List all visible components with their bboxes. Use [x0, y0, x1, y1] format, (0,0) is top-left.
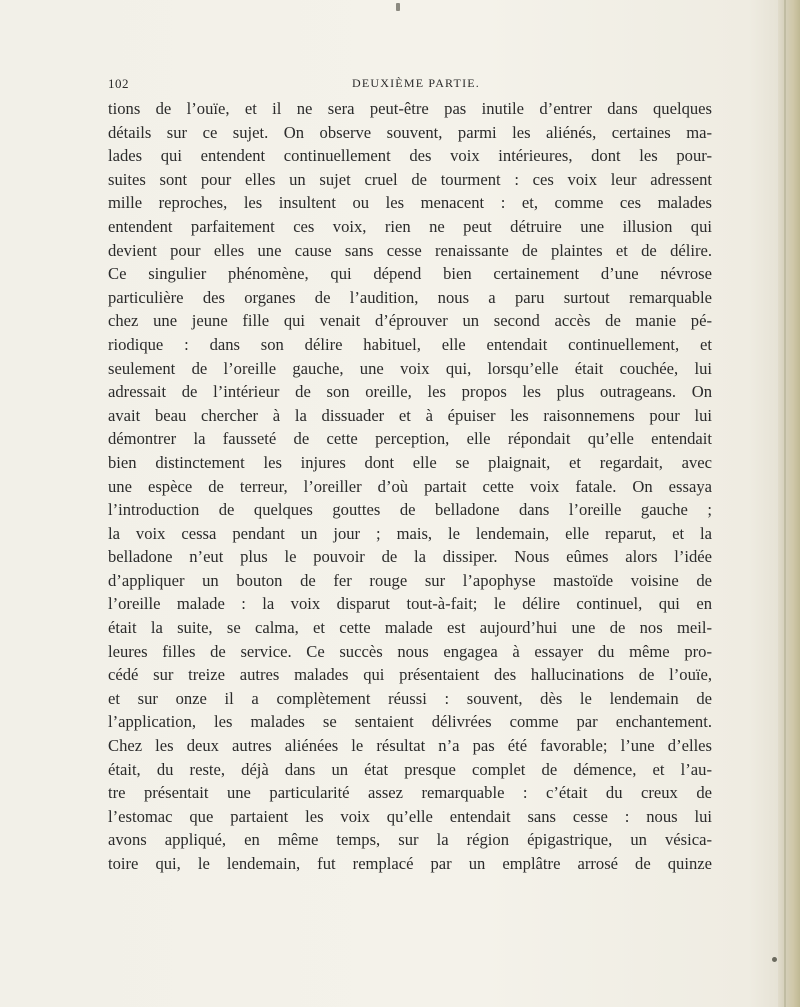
text-line: belladone n’eut plus le pouvoir de la dissiper. Nous eûmes alors l’idée	[108, 547, 712, 567]
page-edge-shadow	[778, 0, 800, 1007]
scan-mark	[396, 3, 400, 11]
text-line: riodique : dans son délire habituel, elle entendait continuellement, et	[108, 334, 712, 354]
text-line: était la suite, se calma, et cette malade est aujourd’hui une de nos meil-	[108, 618, 712, 638]
text-line: particulière des organes de l’audition, nous a paru surtout remarquable	[108, 287, 712, 307]
text-line: était, du reste, déjà dans un état presque complet de démence, et l’au-	[108, 759, 712, 779]
text-line: cédé sur treize autres malades qui présentaient des hallucinations de l’ouïe,	[108, 665, 712, 685]
text-line: Chez les deux autres aliénées le résultat n’a pas été favorable; l’une d’elles	[108, 736, 712, 756]
text-line: entendent parfaitement ces voix, rien ne peut détruire une illusion qui	[108, 216, 712, 236]
page-edge-line	[784, 0, 786, 1007]
text-line: tions de l’ouïe, et il ne sera peut-être pas inutile d’entrer dans quelques	[108, 99, 712, 118]
text-line: l’introduction de quelques gouttes de belladone dans l’oreille gauche ;	[108, 500, 712, 520]
text-line: mille reproches, les insultent ou les menacent : et, comme ces malades	[108, 193, 712, 213]
text-line: chez une jeune fille qui venait d’éprouver un second accès de manie pé-	[108, 311, 712, 331]
text-line: tre présentait une particularité assez remarquable : c’était du creux de	[108, 783, 712, 803]
text-line: suites sont pour elles un sujet cruel de tourment : ces voix leur adressent	[108, 169, 712, 189]
text-line: Ce singulier phénomène, qui dépend bien certainement d’une névrose	[108, 264, 712, 284]
page-header	[108, 76, 712, 98]
text-line: devient pour elles une cause sans cesse renaissante de plaintes et de délire.	[108, 240, 712, 260]
text-line: et sur onze il a complètement réussi : souvent, dès le lendemain de	[108, 688, 712, 708]
text-line: d’appliquer un bouton de fer rouge sur l’apophyse mastoïde voisine de	[108, 570, 712, 590]
text-line: détails sur ce sujet. On observe souvent, parmi les aliénés, certaines ma-	[108, 122, 712, 142]
text-line: seulement de l’oreille gauche, une voix qui, lorsqu’elle était couchée, lui	[108, 358, 712, 378]
running-head: DEUXIÈME PARTIE.	[351, 76, 481, 90]
text-line: lades qui entendent continuellement des voix intérieures, dont les pour-	[108, 146, 712, 166]
text-line: la voix cessa pendant un jour ; mais, le lendemain, elle reparut, et la	[108, 523, 712, 543]
text-line: toire qui, le lendemain, fut remplacé par un emplâtre arrosé de quinze	[108, 854, 712, 873]
text-line: avons appliqué, en même temps, sur la région épigastrique, un vésica-	[108, 830, 712, 850]
text-line: une espèce de terreur, l’oreiller d’où partait cette voix fatale. On essaya	[108, 476, 712, 496]
text-line: bien distinctement les injures dont elle se plaignait, et regardait, avec	[108, 452, 712, 472]
text-line: leures filles de service. Ce succès nous engagea à essayer du même pro-	[108, 641, 712, 661]
text-line: avait beau chercher à la dissuader et à épuiser les raisonnemens pour lui	[108, 405, 712, 425]
ink-spot	[772, 957, 777, 962]
text-line: l’estomac que partaient les voix qu’elle entendait sans cesse : nous lui	[108, 806, 712, 826]
text-line: démontrer la fausseté de cette perception, elle répondait qu’elle entendait	[108, 429, 712, 449]
text-line: l’oreille malade : la voix disparut tout-à-fait; le délire continuel, qui en	[108, 594, 712, 614]
page-number: 102	[108, 76, 129, 91]
body-text	[108, 97, 712, 876]
text-line: adressait de l’intérieur de son oreille, les propos les plus outrageans. On	[108, 382, 712, 402]
text-line: l’application, les malades se sentaient délivrées comme par enchantement.	[108, 712, 712, 732]
